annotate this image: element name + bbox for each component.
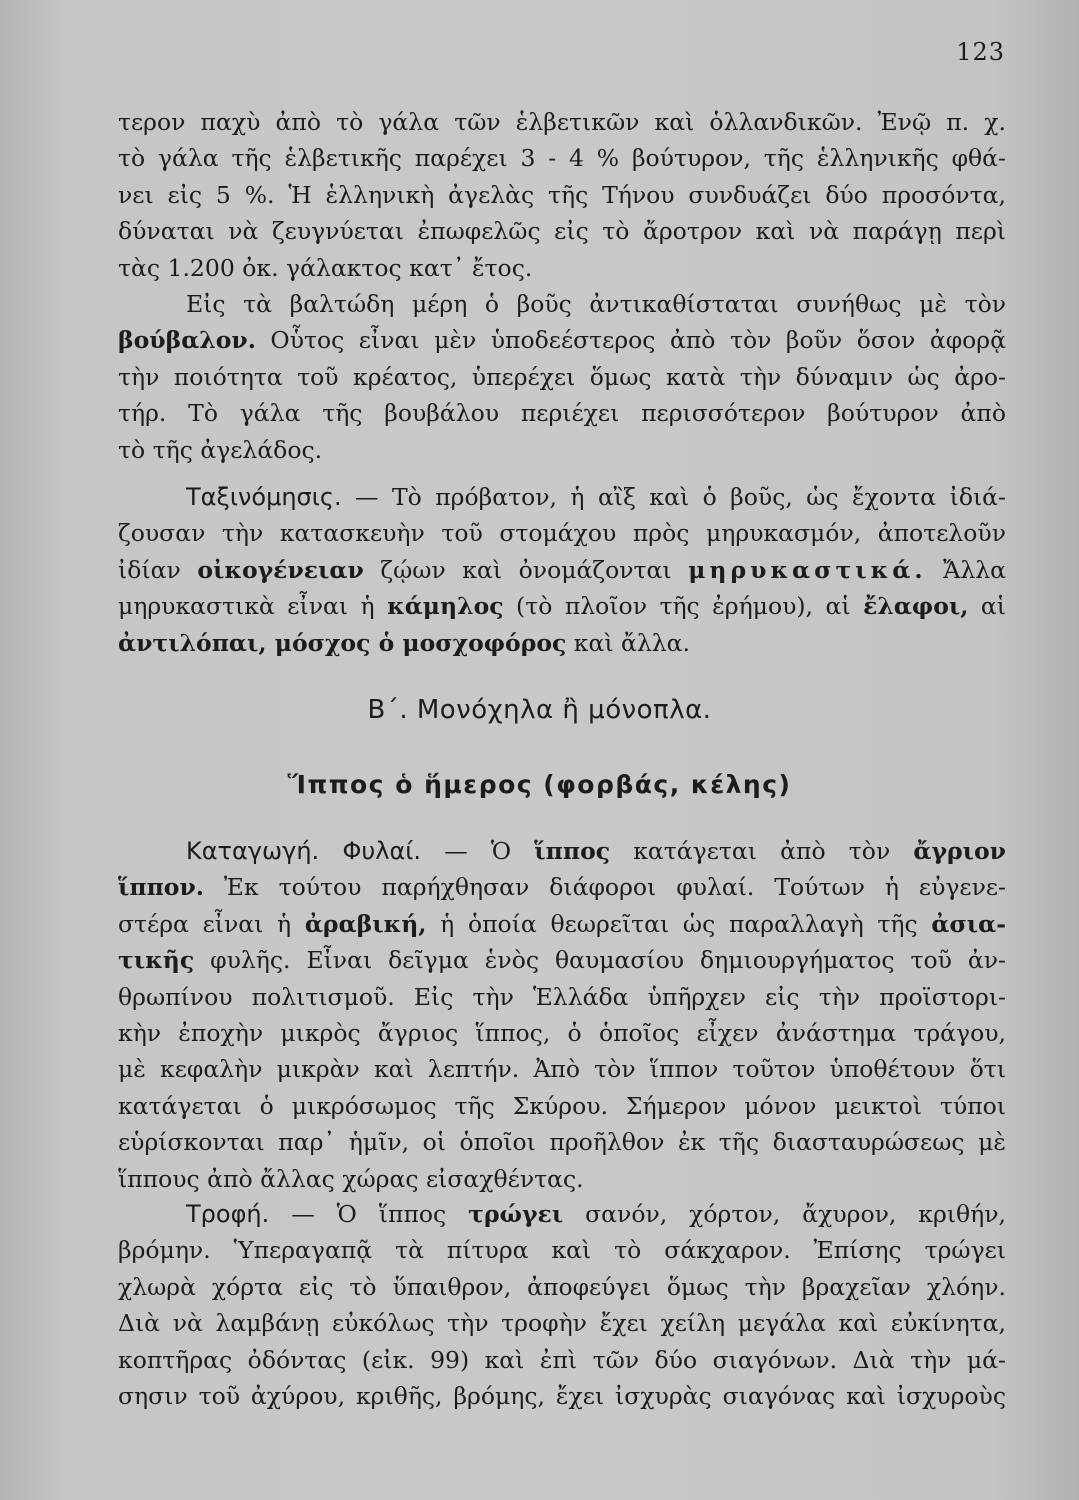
bold-term: οἰκογένειαν	[197, 555, 364, 584]
bold-term: ἵππος	[534, 837, 611, 865]
text-line: νει εἰς 5 %. Ἡ ἑλληνικὴ ἀγελὰς τῆς Τήνου συνδυάζει δύο προσόντα,	[118, 180, 1006, 209]
text-line	[118, 552, 1006, 588]
section-heading: Β΄. Μονόχηλα ἢ μόνοπλα.	[367, 695, 712, 725]
spaced-term: μηρυκαστικά.	[688, 555, 927, 584]
text-span: Οὗτος εἶναι μὲν ὑποδεέστερος ἀπὸ τὸν βοῦν ὅσον ἀφορᾷ	[255, 326, 1006, 355]
text-line: τὴν ποιότητα τοῦ κρέατος, ὑπερέχει ὅμως κατὰ τὴν δύναμιν ὡς ἀρο-	[118, 362, 1006, 391]
text-line	[118, 479, 1006, 515]
bold-term: τικῆς	[118, 946, 195, 975]
article-title: Ἵππος ὁ ἥμερος (φορβάς, κέλης)	[287, 770, 792, 799]
text-line: μὲ κεφαλὴν μικρὰν καὶ λεπτήν. Ἀπὸ τὸν ἵππον τοῦτον ὑποθέτουν ὅτι	[118, 1055, 1006, 1084]
text-span: (τὸ πλοῖον τῆς ἐρήμου), αἱ	[503, 592, 864, 621]
text-line	[118, 833, 1006, 869]
bold-term: ἀσια-	[931, 909, 1006, 938]
paragraph-lead: Τροφή.	[186, 1200, 270, 1228]
text-span: ζῴων καὶ ὀνομάζονται	[363, 555, 689, 584]
text-line: τερον παχὺ ἀπὸ τὸ γάλα τῶν ἑλβετικῶν καὶ ὁλλανδικῶν. Ἐνῷ π. χ.	[118, 108, 1006, 136]
text-line: θρωπίνου πολιτισμοῦ. Εἰς τὴν Ἑλλάδα ὑπῆρχεν εἰς τὴν προϊστορι-	[118, 982, 1006, 1011]
text-line: δύναται νὰ ζευγνύεται ἐπωφελῶς εἰς τὸ ἄροτρον καὶ νὰ παράγῃ περὶ	[118, 217, 1006, 246]
text-line: τήρ. Τὸ γάλα τῆς βουβάλου περιέχει περισσότερον βούτυρον ἀπὸ	[118, 399, 1006, 428]
paragraph-lead: Καταγωγή. Φυλαί.	[186, 837, 422, 865]
page-number: 123	[956, 38, 1005, 66]
text-line	[118, 625, 1006, 661]
paragraph-origin-breeds	[118, 833, 1006, 1197]
paragraph-milk-and-buffalo	[118, 104, 1006, 468]
text-span: καὶ ἄλλα.	[566, 628, 691, 657]
bold-term: κάμηλος	[387, 592, 504, 621]
text-span: — Ὁ	[421, 837, 535, 865]
text-line: σησιν τοῦ ἀχύρου, κριθῆς, βρόμης, ἔχει ἰσχυρὰς σιαγόνας καὶ ἰσχυροὺς	[118, 1382, 1006, 1411]
text-line: κατάγεται ὁ μικρόσωμος τῆς Σκύρου. Σήμερον μόνον μεικτοὶ τύποι	[118, 1091, 1006, 1120]
text-span: — Τὸ πρόβατον, ἡ αἲξ καὶ ὁ βοῦς, ὡς ἔχοντα ἰδιά-	[341, 483, 1006, 511]
bold-term: βούβαλον.	[118, 326, 256, 355]
text-span: ἰδίαν	[118, 555, 198, 584]
bold-term: ἵππον.	[118, 873, 204, 902]
text-line	[118, 588, 1006, 624]
text-line: βρόμην. Ὑπεραγαπᾷ τὰ πίτυρα καὶ τὸ σάκχαρον. Ἐπίσης τρώγει	[118, 1236, 1006, 1265]
text-line	[118, 1196, 1006, 1232]
text-span: Ἄλλα	[926, 555, 1007, 584]
text-line: τὸ γάλα τῆς ἑλβετικῆς παρέχει 3 - 4 % βούτυρον, τῆς ἑλληνικῆς φθά-	[118, 144, 1006, 173]
text-line: χλωρὰ χόρτα εἰς τὸ ὕπαιθρον, ἀποφεύγει ὅμως τὴν βραχεῖαν χλόην.	[118, 1272, 1006, 1301]
text-line: ζουσαν τὴν κατασκευὴν τοῦ στομάχου πρὸς μηρυκασμόν, ἀποτελοῦν	[118, 519, 1006, 548]
text-span: φυλῆς. Εἶναι δεῖγμα ἑνὸς θαυμασίου δημιουργήματος τοῦ ἀν-	[194, 946, 1006, 975]
text-span: μηρυκαστικὰ εἶναι ἡ	[118, 592, 388, 621]
bold-term: ἄγριον	[913, 837, 1006, 865]
bold-term: ἀντιλόπαι, μόσχος ὁ μοσχοφόρος	[118, 628, 567, 657]
text-span: ἡ ὁποία θεωρεῖται ὡς παραλλαγὴ τῆς	[426, 909, 932, 938]
paragraph-classification	[118, 479, 1006, 661]
text-span: Ἐκ τούτου παρήχθησαν διάφοροι φυλαί. Τούτων ἡ εὐγενε-	[203, 873, 1006, 902]
text-span: σανόν, χόρτον, ἄχυρον, κριθήν,	[563, 1200, 1006, 1228]
text-line: Διὰ νὰ λαμβάνῃ εὐκόλως τὴν τροφὴν ἔχει χείλη μεγάλα καὶ εὐκίνητα,	[118, 1309, 1006, 1338]
text-line: ἵππους ἀπὸ ἄλλας χώρας εἰσαχθέντας.	[118, 1164, 584, 1193]
bold-term: ἔλαφοι,	[863, 592, 969, 621]
paragraph-food	[118, 1196, 1006, 1414]
text-line: κὴν ἐποχὴν μικρὸς ἄγριος ἵππος, ὁ ὁποῖος εἶχεν ἀνάστημα τράγου,	[118, 1019, 1006, 1048]
text-line: τὰς 1.200 ὀκ. γάλακτος κατ᾽ ἔτος.	[118, 253, 533, 282]
text-line: τὸ τῆς ἀγελάδος.	[118, 435, 323, 464]
paragraph-lead: Ταξινόμησις.	[186, 483, 342, 511]
text-span: αἱ	[968, 592, 1006, 621]
text-line	[118, 942, 1006, 978]
text-line	[118, 869, 1006, 905]
text-line: εὑρίσκονται παρ᾽ ἡμῖν, οἱ ὁποῖοι προῆλθον ἐκ τῆς διασταυρώσεως μὲ	[118, 1128, 1006, 1157]
text-span: στέρα εἶναι ἡ	[118, 909, 305, 938]
text-line: κοπτῆρας ὀδόντας (εἰκ. 99) καὶ ἐπὶ τῶν δύο σιαγόνων. Διὰ τὴν μά-	[118, 1345, 1006, 1374]
text-line: Εἰς τὰ βαλτώδη μέρη ὁ βοῦς ἀντικαθίσταται συνήθως μὲ τὸν	[186, 290, 1006, 319]
text-span: κατάγεται ἀπὸ τὸν	[610, 837, 914, 865]
bold-term: ἀραβική,	[304, 909, 427, 938]
text-line	[118, 322, 1006, 358]
bold-term: τρώγει	[468, 1200, 564, 1228]
text-line	[118, 906, 1006, 942]
text-span: — Ὁ ἵππος	[269, 1200, 469, 1228]
